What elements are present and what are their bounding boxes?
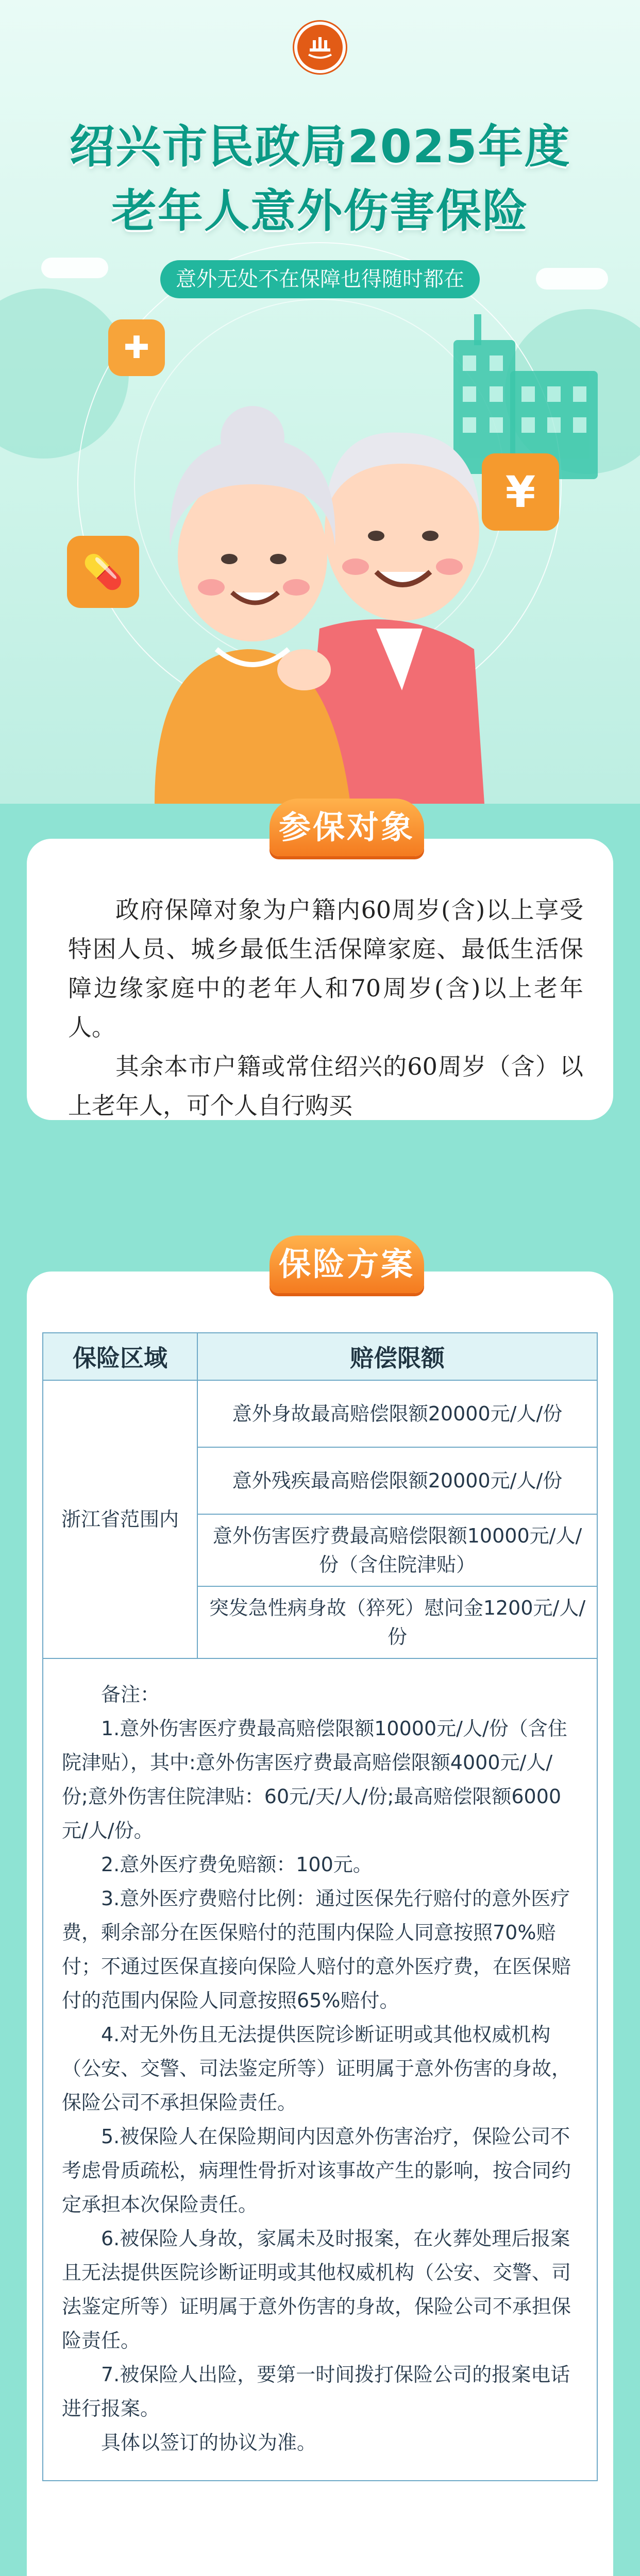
section-heading-eligibility: 参保对象 bbox=[270, 799, 424, 856]
hero-slogan: 意外无处不在保障也得随时都在 bbox=[160, 260, 480, 298]
eligibility-paragraph: 政府保障对象为户籍内60周岁(含)以上享受特困人员、城乡最低生活保障家庭、最低生活保障边缘家庭中的老年人和70周岁(含)以上老年人。 bbox=[68, 896, 583, 1041]
region-cell: 浙江省范围内 bbox=[43, 1380, 197, 1658]
section-heading-plan: 保险方案 bbox=[270, 1235, 424, 1293]
table-header-row bbox=[43, 1333, 597, 1380]
plan-notes bbox=[42, 1659, 598, 2481]
note-line: 1.意外伤害医疗费最高赔偿限额10000元/人/份（含住院津贴），其中:意外伤害医疗费最高赔偿限额4000元/人/份;意外伤害住院津贴：60元/天/人/份;最高赔偿限额6000元/人/份。 bbox=[62, 1717, 567, 1842]
plan-card bbox=[27, 1245, 613, 2576]
limit-cell: 意外残疾最高赔偿限额20000元/人/份 bbox=[197, 1447, 597, 1514]
note-line: 5.被保险人在保险期间内因意外伤害治疗，保险公司不考虑骨质疏松，病理性骨折对该事故产生的影响，按合同约定承担本次保险责任。 bbox=[62, 2125, 571, 2216]
note-line: 6.被保险人身故，家属未及时报案，在火葬处理后报案且无法提供医院诊断证明或其他权威机构（公安、交警、司法鉴定所等）证明属于意外伤害的身故，保险公司不承担保险责任。 bbox=[62, 2227, 571, 2352]
limit-cell: 意外身故最高赔偿限额20000元/人/份 bbox=[197, 1380, 597, 1447]
note-line: 4.对无外伤且无法提供医院诊断证明或其他权威机构（公安、交警、司法鉴定所等）证明属于意外伤害的身故，保险公司不承担保险责任。 bbox=[62, 2023, 571, 2114]
civil-affairs-emblem-icon bbox=[294, 22, 346, 73]
medicine-pill-icon: 💊 bbox=[67, 536, 139, 608]
column-header-region: 保险区域 bbox=[43, 1333, 197, 1380]
limit-cell: 意外伤害医疗费最高赔偿限额10000元/人/份（含住院津贴） bbox=[197, 1514, 597, 1586]
note-line: 7.被保险人出险，要第一时间拨打保险公司的报案电话进行报案。 bbox=[62, 2363, 570, 2420]
medical-plus-icon: ✚ bbox=[108, 319, 165, 376]
limit-cell: 突发急性病身故（猝死）慰问金1200元/人/份 bbox=[197, 1586, 597, 1658]
note-line: 备注： bbox=[101, 1683, 160, 1706]
column-header-limit: 赔偿限额 bbox=[197, 1333, 597, 1380]
note-line: 具体以签订的协议为准。 bbox=[101, 2431, 317, 2454]
plan-table bbox=[42, 1332, 598, 1659]
note-line: 3.意外医疗费赔付比例：通过医保先行赔付的意外医疗费，剩余部分在医保赔付的范围内保险人同意按照70%赔付；不通过医保直接向保险人赔付的意外医疗费，在医保赔付的范围内保险人同意按照65%赔付。 bbox=[62, 1887, 571, 2012]
note-line: 2.意外医疗费免赔额：100元。 bbox=[101, 1853, 373, 1876]
yen-shield-icon: ¥ bbox=[482, 453, 559, 531]
cloud-decor bbox=[41, 258, 108, 278]
eligibility-card bbox=[27, 808, 613, 1120]
elderly-couple-illustration bbox=[134, 361, 505, 804]
hero-title-line2: 老年人意外伤害保险 bbox=[111, 184, 529, 238]
hero-title-line1: 绍兴市民政局2025年度 bbox=[69, 120, 571, 173]
eligibility-paragraph: 其余本市户籍或常住绍兴的60周岁（含）以上老年人，可个人自行购买 bbox=[68, 1053, 583, 1120]
cloud-decor bbox=[536, 268, 608, 290]
building-antenna bbox=[474, 314, 481, 345]
table-row bbox=[43, 1380, 597, 1447]
hero-banner bbox=[0, 0, 640, 804]
